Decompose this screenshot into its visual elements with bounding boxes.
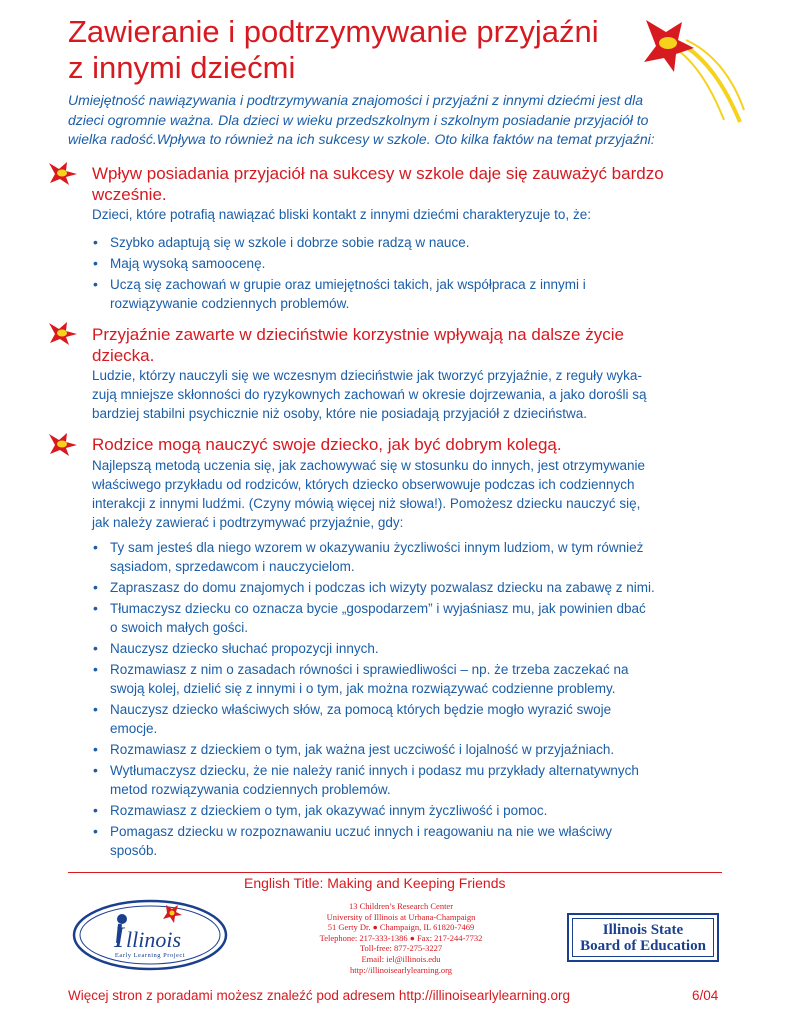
contact-email[interactable]: Email: iel@illinois.edu	[361, 953, 441, 964]
list-item	[92, 801, 732, 820]
contact-line: 51 Gerty Dr. ● Champaign, IL 61820-7469	[327, 922, 475, 933]
list-item-text: • Wytłumaczysz dziecku, że nie należy ranić innych i podasz mu przykłady alternatywnych	[110, 763, 639, 778]
section-body	[92, 456, 732, 532]
list-item-text: sąsiadom, sprzedawcom i nauczycielom.	[110, 559, 355, 574]
contact-website-link[interactable]: http://illinoisearlylearning.org	[349, 964, 453, 975]
heading-line: Rodzice mogą nauczyć swoje dziecko, jak być dobrym kolegą.	[92, 435, 562, 454]
star-bullet-icon	[47, 160, 79, 186]
section-heading	[92, 324, 732, 366]
section-heading	[92, 163, 732, 205]
list-item-text: • Ty sam jesteś dla niego wzorem w okazywaniu życzliwości innym ludziom, w tym również	[110, 540, 644, 555]
section-body	[92, 366, 732, 423]
list-item-text: rozwiązywanie codziennych problemów.	[110, 296, 350, 311]
list-item-text: • Mają wysoką samoocenę.	[110, 256, 266, 271]
list-item-text: • Uczą się zachowań w grupie oraz umiejętności takich, jak współpraca z innymi i	[110, 277, 586, 292]
list-item-text: metod rozwiązywania codziennych problemów.	[110, 782, 391, 797]
list-item-text: • Nauczysz dziecko właściwych słów, za pomocą których będzie mogło wyrazić swoje	[110, 702, 612, 717]
section-body	[92, 205, 732, 224]
list-item	[92, 538, 732, 576]
contact-line: Toll-free: 877-275-3227	[359, 943, 443, 954]
logo-word: llinois	[126, 927, 182, 952]
list-item	[92, 761, 732, 799]
list-item	[92, 233, 732, 252]
body-line: Najlepszą metodą uczenia się, jak zachowywać się w stosunku do innych, jest otrzymywanie	[92, 458, 646, 473]
star-bullet-icon	[47, 320, 79, 346]
list-item-text: • Rozmawiasz z dzieckiem o tym, jak okazywać innym życzliwość i pomoc.	[110, 803, 548, 818]
body-line: właściwego przykładu od rodziców, których dziecko obserwowuje podczas ich codziennych	[92, 477, 635, 492]
list-item-text: • Tłumaczysz dziecku co oznacza bycie „gospodarzem” i wyjaśniasz mu, jak powinien dbać	[110, 601, 646, 616]
body-line: jak należy zawierać i podtrzymywać przyjaźnie, gdy:	[92, 515, 404, 530]
intro-line: wielka radość.Wpływa to również na ich sukcesy w szkole. Oto kilka faktów na temat przyjaźni:	[68, 131, 655, 147]
list-item-text: sposób.	[110, 843, 158, 858]
list-item-text: • Szybko adaptują się w szkole i dobrze sobie radzą w nauce.	[110, 235, 470, 250]
list-item	[92, 254, 732, 273]
list-item	[92, 599, 732, 637]
list-item-text: • Pomagasz dziecku w rozpoznawaniu uczuć innych i reagowaniu na nie we właściwy	[110, 824, 613, 839]
logo-initial: I	[114, 921, 124, 954]
list-item-text: o swoich małych gości.	[110, 620, 249, 635]
contact-line: 13 Children’s Research Center	[348, 901, 454, 911]
section-heading	[92, 434, 732, 455]
logo-subtitle: Early Learning Project	[114, 952, 186, 959]
intro-line: Umiejętność nawiązywania i podtrzymywania znajomości i przyjaźni z innymi dziećmi jest dla	[68, 92, 643, 108]
heading-line: Wpływ posiadania przyjaciół na sukcesy w szkole daje się zauważyć bardzo	[92, 164, 664, 183]
intro-line: dzieci ogromnie ważna. Dla dzieci w wieku przedszkolnym i szkolnym posiadanie przyjaciół to	[68, 111, 649, 128]
contact-info	[296, 901, 506, 975]
english-title	[244, 875, 506, 891]
list-item-text: • Nauczysz dziecko słuchać propozycji innych.	[110, 641, 379, 656]
body-line: interakcji z innymi ludźmi. (Czyny mówią więcej niż słowa!). Pomożesz dziecku nauczyć się,	[92, 496, 641, 511]
list-item	[92, 740, 732, 759]
intro-paragraph	[68, 91, 728, 150]
star-bullet-icon	[47, 431, 79, 457]
english-title-label: English Title:	[244, 875, 324, 891]
english-title-value: Making and Keeping Friends	[327, 875, 506, 891]
list-item-text: • Rozmawiasz z nim o zasadach równości i sprawiedliwości – np. że trzeba zaczekać na	[110, 662, 629, 677]
divider	[68, 872, 722, 873]
list-item	[92, 275, 732, 313]
list-item-text: emocje.	[110, 721, 158, 736]
contact-line: Telephone: 217-333-1386 ● Fax: 217-244-7732	[319, 932, 483, 943]
list-item-text: • Zapraszasz do domu znajomych i podczas ich wizyty pozwalasz dziecku na zabawę z nimi.	[110, 580, 655, 595]
body-line: Dzieci, które potrafią nawiązać bliski kontakt z innymi dziećmi charakteryzuje to, że:	[92, 207, 591, 222]
contact-line: University of Illinois at Urbana-Champaign	[326, 911, 476, 922]
bullet-list	[92, 233, 732, 313]
title-line: z innymi dziećmi	[68, 50, 296, 85]
body-line: zują mniejsze skłonności do ryzykownych zachowań w okresie dojrzewania, a jako dorośli są	[92, 387, 647, 402]
list-item	[92, 578, 732, 597]
heading-line: wcześnie.	[92, 185, 167, 204]
list-item	[92, 700, 732, 738]
body-line: bardziej stabilni psychicznie niż osoby, które nie posiadają przyjaciół z dzieciństwa.	[92, 406, 587, 421]
isbe-line: Illinois State	[602, 921, 684, 938]
page-title	[68, 14, 668, 86]
footer-text: Więcej stron z poradami możesz znaleźć pod adresem http://illinoisearlylearning.org	[68, 988, 570, 1003]
list-item	[92, 822, 732, 860]
heading-line: Przyjaźnie zawarte w dzieciństwie korzystnie wpływają na dalsze życie	[92, 325, 624, 344]
isbe-logo	[567, 913, 719, 962]
isbe-line: Board of Education	[580, 937, 706, 954]
list-item	[92, 639, 732, 658]
list-item	[92, 660, 732, 698]
body-line: Ludzie, którzy nauczyli się we wczesnym dzieciństwie jak tworzyć przyjaźnie, z reguły wyka-	[92, 368, 642, 383]
title-line: Zawieranie i podtrzymywanie przyjaźni	[68, 14, 599, 49]
bullet-list	[92, 538, 732, 860]
list-item-text: • Rozmawiasz z dzieckiem o tym, jak ważna jest uczciwość i lojalność w przyjaźniach.	[110, 742, 615, 757]
heading-line: dziecka.	[92, 346, 155, 365]
list-item-text: swoją kolej, dzielić się z innymi i o tym, jak można rozwiązywać codzienne problemy.	[110, 681, 616, 696]
isbe-logo-text	[572, 918, 714, 957]
footer-date: 6/04	[692, 988, 719, 1003]
illinois-early-learning-logo	[70, 893, 240, 973]
